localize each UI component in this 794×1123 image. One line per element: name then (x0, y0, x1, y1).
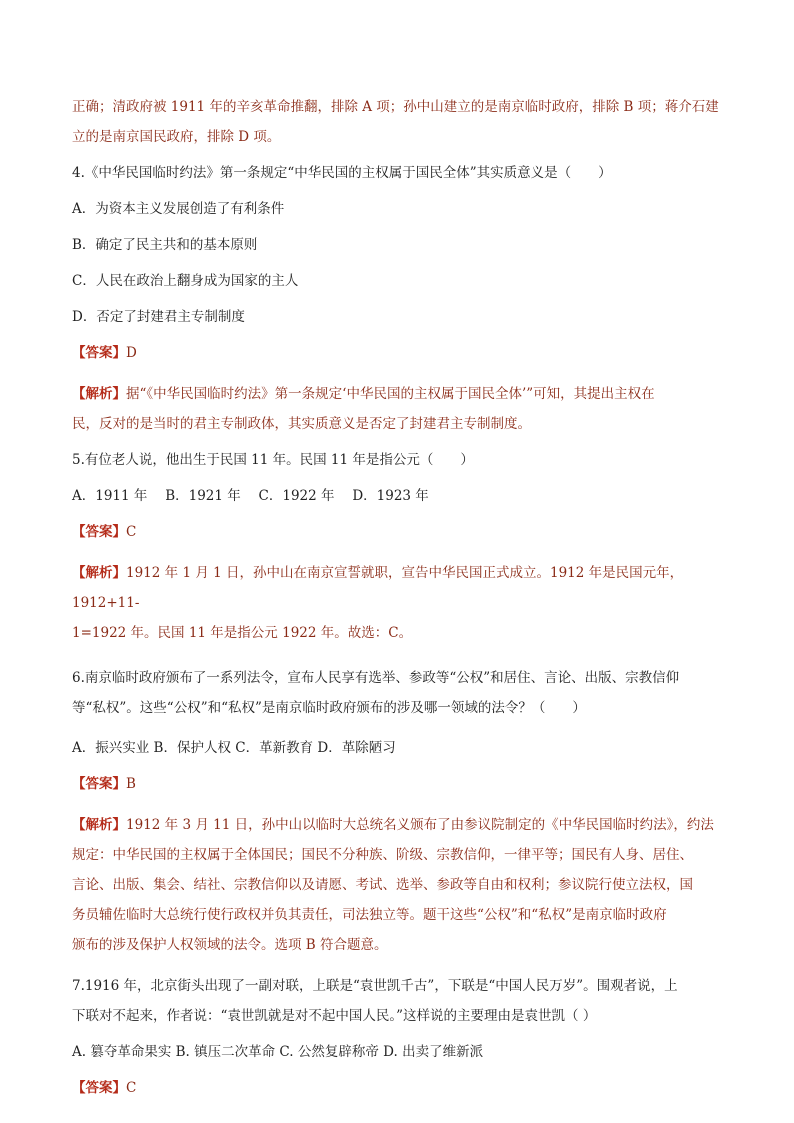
analysis-text: 据“《中华民国临时约法》第一条规定‘中华民国的主权属于国民全体’”可知，其提出主权在 (126, 386, 655, 402)
answer-value: C (126, 524, 137, 540)
question-6-text-cont: 等“私权”。这些“公权”和“私权”是南京临时政府颁布的涉及哪一领域的法令？（ ） (72, 700, 586, 716)
question-7-options: A. 篡夺革命果实 B. 镇压二次革命 C. 公然复辟称帝 D. 出卖了维新派 (72, 1044, 484, 1060)
question-6-analysis-cont: 颁布的涉及保护人权领域的法令。选项 B 符合题意。 (72, 937, 388, 953)
question-5-text: 5.有位老人说，他出生于民国 11 年。民国 11 年是指公元（ ） (72, 452, 474, 468)
question-6-analysis-cont: 务员辅佐临时大总统行使行政权并负其责任，司法独立等。题干这些“公权”和“私权”是南京临时政府 (72, 907, 667, 923)
question-7-answer (72, 1078, 724, 1099)
question-6-analysis (72, 810, 724, 840)
question-6-analysis-cont: 言论、出版、集会、结社、宗教信仰以及请愿、考试、选举、参政等自由和权利；参议院行使立法权，国 (72, 877, 693, 893)
question-4-analysis-cont: 民，反对的是当时的君主专制政体，其实质意义是否定了封建君主专制制度。 (72, 416, 531, 432)
question-7-text-cont: 下联对不起来，作者说：“袁世凯就是对不起中国人民。”这样说的主要理由是袁世凯（ ） (72, 1008, 597, 1024)
question-4-option-d: D．否定了封建君主专制制度 (72, 309, 245, 325)
question-6-options: A．振兴实业 B．保护人权 C．革新教育 D．革除陋习 (72, 740, 396, 756)
question-7-text: 7.1916 年，北京街头出现了一副对联，上联是“袁世凯千古”，下联是“中国人民万岁”。围观者说，上 (72, 978, 678, 994)
question-4-option-b: B．确定了民主共和的基本原则 (72, 237, 258, 253)
answer-value: B (126, 776, 136, 792)
answer-value: C (126, 1080, 137, 1096)
explanation-line: 正确；清政府被 1911 年的辛亥革命推翻，排除 A 项；孙中山建立的是南京临时政府，排除 B 项；蒋介石建 (72, 99, 719, 115)
document-page (72, 92, 724, 1099)
question-5-answer (72, 522, 724, 543)
question-4-answer (72, 343, 724, 364)
analysis-text: 1912 年 1 月 1 日，孙中山在南京宣誓就职，宣告中华民国正式成立。1912 年是民国元年，1912+11- (72, 565, 684, 611)
question-5-analysis-cont: 1=1922 年。民国 11 年是指公元 1922 年。故选：C。 (72, 625, 413, 641)
question-6-answer (72, 774, 724, 795)
answer-label: 【答案】 (72, 524, 126, 540)
question-4-option-a: A．为资本主义发展创造了有利条件 (72, 201, 285, 217)
question-4-option-c: C．人民在政治上翻身成为国家的主人 (72, 273, 299, 289)
answer-value: D (126, 345, 137, 361)
answer-label: 【答案】 (72, 1080, 126, 1096)
answer-label: 【答案】 (72, 345, 126, 361)
analysis-label: 【解析】 (72, 565, 126, 581)
question-4-text: 4.《中华民国临时约法》第一条规定“中华民国的主权属于国民全体”其实质意义是（ ） (72, 165, 612, 181)
question-5-analysis (72, 558, 724, 618)
answer-label: 【答案】 (72, 776, 126, 792)
question-6-text: 6.南京临时政府颁布了一系列法令，宣布人民享有选举、参政等“公权”和居住、言论、出版、宗教信仰 (72, 670, 680, 686)
analysis-text: 1912 年 3 月 11 日，孙中山以临时大总统名义颁布了由参议院制定的《中华民国临时约法》，约法 (126, 817, 714, 833)
analysis-label: 【解析】 (72, 386, 126, 402)
explanation-line: 立的是南京国民政府，排除 D 项。 (72, 129, 281, 145)
question-5-options: A．1911 年 B．1921 年 C．1922 年 D．1923 年 (72, 488, 429, 504)
question-4-analysis (72, 379, 724, 409)
question-6-analysis-cont: 规定：中华民国的主权属于全体国民；国民不分种族、阶级、宗教信仰，一律平等；国民有人身、居住、 (72, 847, 693, 863)
analysis-label: 【解析】 (72, 817, 126, 833)
